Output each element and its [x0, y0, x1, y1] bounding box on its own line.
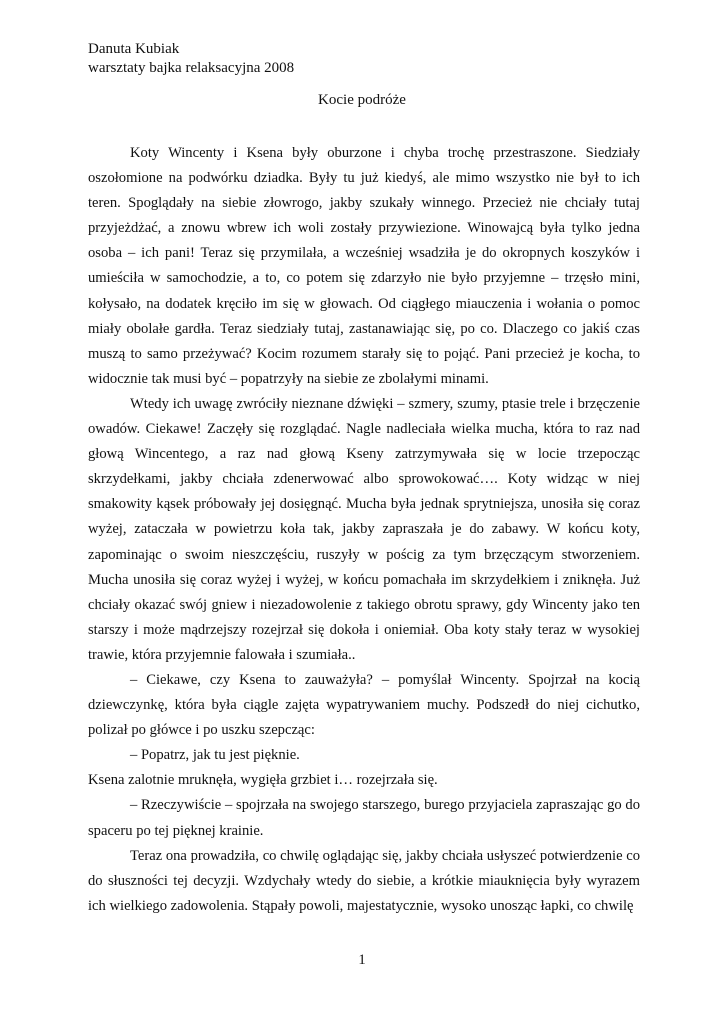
- story-body: [88, 141, 640, 919]
- author-name: Danuta Kubiak: [88, 41, 180, 57]
- paragraph: – Ciekawe, czy Ksena to zauważyła? – pomyślał Wincenty. Spojrzał na kocią dziewczynkę, która była ciągle zajęta wypatrywaniem muchy. Podszedł do niej cichutko, polizał po główce i po uszku szepcząc:: [88, 671, 640, 739]
- paragraph: Wtedy ich uwagę zwróciły nieznane dźwięki – szmery, szumy, ptasie trele i brzęczenie owadów. Ciekawe! Zaczęły się rozglądać. Nagle nadleciała wielka mucha, która to raz nad głową Wincentego, a raz nad głową Kseny zatrzymywała się w locie trzepocząc skrzydełkami, jakby chciała zdenerwować albo sprowokować…. Koty widząc w niej smakowity kąsek próbowały jej dosięgnąć. Mucha była jednak sprytniejsza, unosiła się coraz wyżej, zataczała w powietrzu koła tak, jakby zapraszała je do zabawy. W końcu koty, zapominając o swoim nieszczęściu, ruszyły w pościg za tym brzęczącym stworzeniem. Mucha unosiła się coraz wyżej i wyżej, w końcu pomachała im skrzydełkiem i zniknęła. Już chciały okazać swój gniew i niezadowolenie z takiego obrotu sprawy, gdy Wincenty jako ten starszy i może mądrzejszy rozejrzał się dokoła i oniemiał. Oba koty stały teraz w wysokiej trawie, która przyjemnie falowała i szumiała..: [88, 395, 640, 663]
- header-subtitle: warsztaty bajka relaksacyjna 2008: [88, 60, 295, 76]
- paragraph: Koty Wincenty i Ksena były oburzone i chyba trochę przestraszone. Siedziały oszołomione na podwórku dziadka. Były tu już kiedyś, ale mimo wszystko nie był to ich teren. Spoglądały na siebie złowrogo, jakby szukały winnego. Przecież nie chciały tutaj przyjeżdżać, a znowu wbrew ich woli zostały przywiezione. Winowajcą była tylko jedna osoba – ich pani! Teraz się przymilała, a wcześniej wsadziła je do okropnych koszyków i umieściła w samochodzie, a to, co potem się zdarzyło nie było przyjemne – trzęsło mini, kołysało, na dodatek kręciło im się w głowach. Od ciągłego miauczenia i wołania o pomoc miały obolałe gardła. Teraz siedziały tutaj, zastanawiając się, po co. Dlaczego co jakiś czas muszą to samo przeżywać? Kocim rozumem starały się to pojąć. Pani przecież je kocha, to widocznie tak musi być – popatrzyły na siebie ze zbolałymi minami.: [88, 145, 640, 387]
- story-title: Kocie podróże: [318, 92, 406, 108]
- paragraph: Ksena zalotnie mruknęła, wygięła grzbiet i… rozejrzała się.: [88, 772, 438, 789]
- paragraph: – Rzeczywiście – spojrzała na swojego starszego, burego przyjaciela zapraszając go do spaceru po tej pięknej krainie.: [88, 797, 640, 839]
- paragraph: – Popatrz, jak tu jest pięknie.: [130, 747, 300, 764]
- paragraph: Teraz ona prowadziła, co chwilę oglądając się, jakby chciała usłyszeć potwierdzenie co do słuszności tej decyzji. Wzdychały wtedy do siebie, a krótkie miauknięcia były wyrazem ich wielkiego zadowolenia. Stąpały powoli, majestatycznie, wysoko unosząc łapki, co chwilę: [88, 847, 640, 914]
- page-number: 1: [358, 952, 366, 968]
- document-header: [88, 40, 294, 78]
